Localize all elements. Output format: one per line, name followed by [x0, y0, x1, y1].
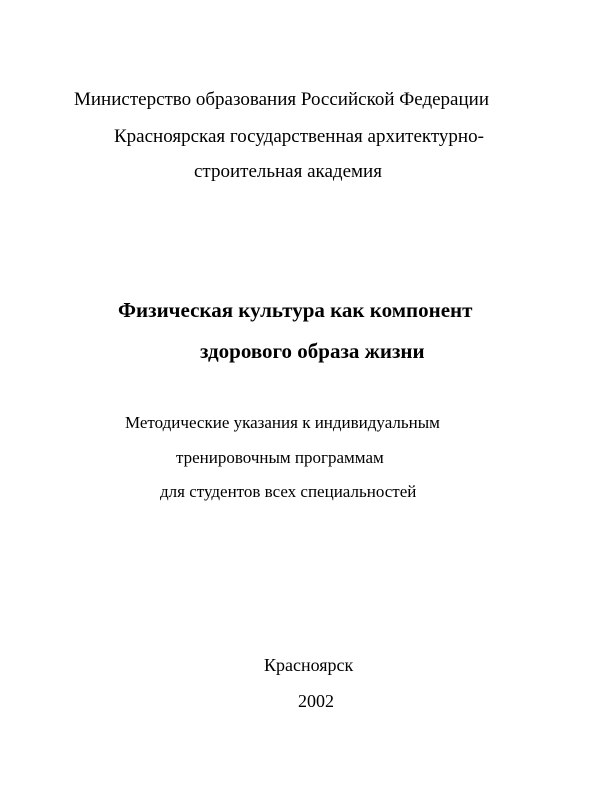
academy-name-line-2: строительная академия — [194, 161, 382, 182]
ministry-name: Министерство образования Российской Федерации — [74, 89, 489, 110]
document-subtitle-line-1: Методические указания к индивидуальным — [125, 413, 440, 432]
document-title-line-1: Физическая культура как компонент — [118, 298, 473, 322]
document-subtitle-line-2: тренировочным программам — [176, 448, 384, 467]
academy-name-line-1: Красноярская государственная архитектурно- — [114, 126, 484, 147]
publication-year: 2002 — [298, 691, 334, 711]
publication-city: Красноярск — [264, 655, 354, 675]
document-subtitle-line-3: для студентов всех специальностей — [160, 482, 417, 501]
document-title-line-2: здорового образа жизни — [200, 339, 425, 363]
